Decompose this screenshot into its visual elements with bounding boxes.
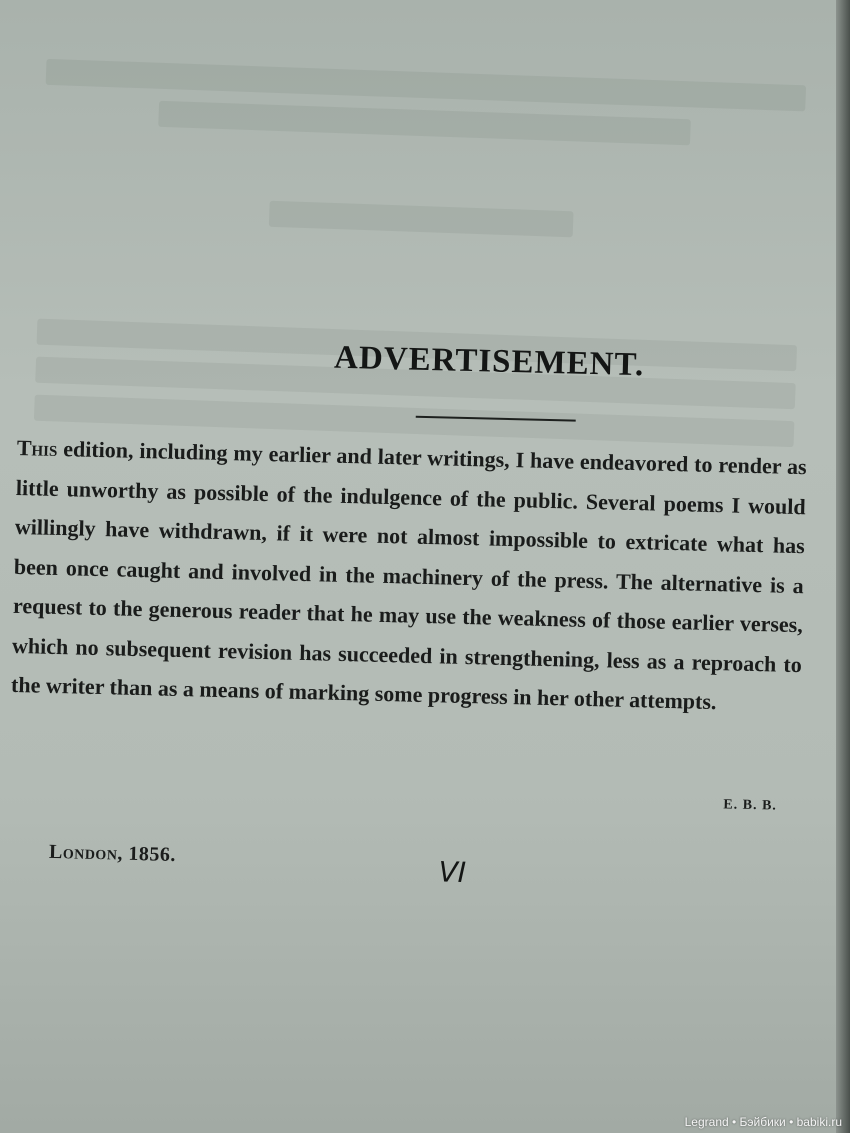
place-and-date: London, 1856. — [48, 840, 177, 866]
bleed-through-text — [33, 47, 806, 459]
page-number: VI — [438, 855, 467, 890]
book-gutter-edge — [836, 0, 850, 1133]
paragraph-lead-word: This — [16, 434, 58, 461]
watermark-text: Legrand • Бэйбики • babiki.ru — [684, 1115, 842, 1129]
author-initials: E. B. B. — [723, 797, 778, 814]
paragraph-text: edition, including my earlier and later writings, I have endeavored to render as little unworthy as possible of the indulgence of the public. Several poems I would willingly have withdrawn, if it were not almost impossible to extricate what has been once caught and involved in the machinery of the press. The alternative is a request to the generous reader that he may use the weakness of those earlier verses, which no subsequent revision has succeeded in strengthening, less as a reproach to the writer than as a means of marking some progress in her other attempts. — [10, 435, 807, 715]
advertisement-paragraph — [11, 428, 808, 724]
page-title: ADVERTISEMENT. — [333, 339, 645, 384]
